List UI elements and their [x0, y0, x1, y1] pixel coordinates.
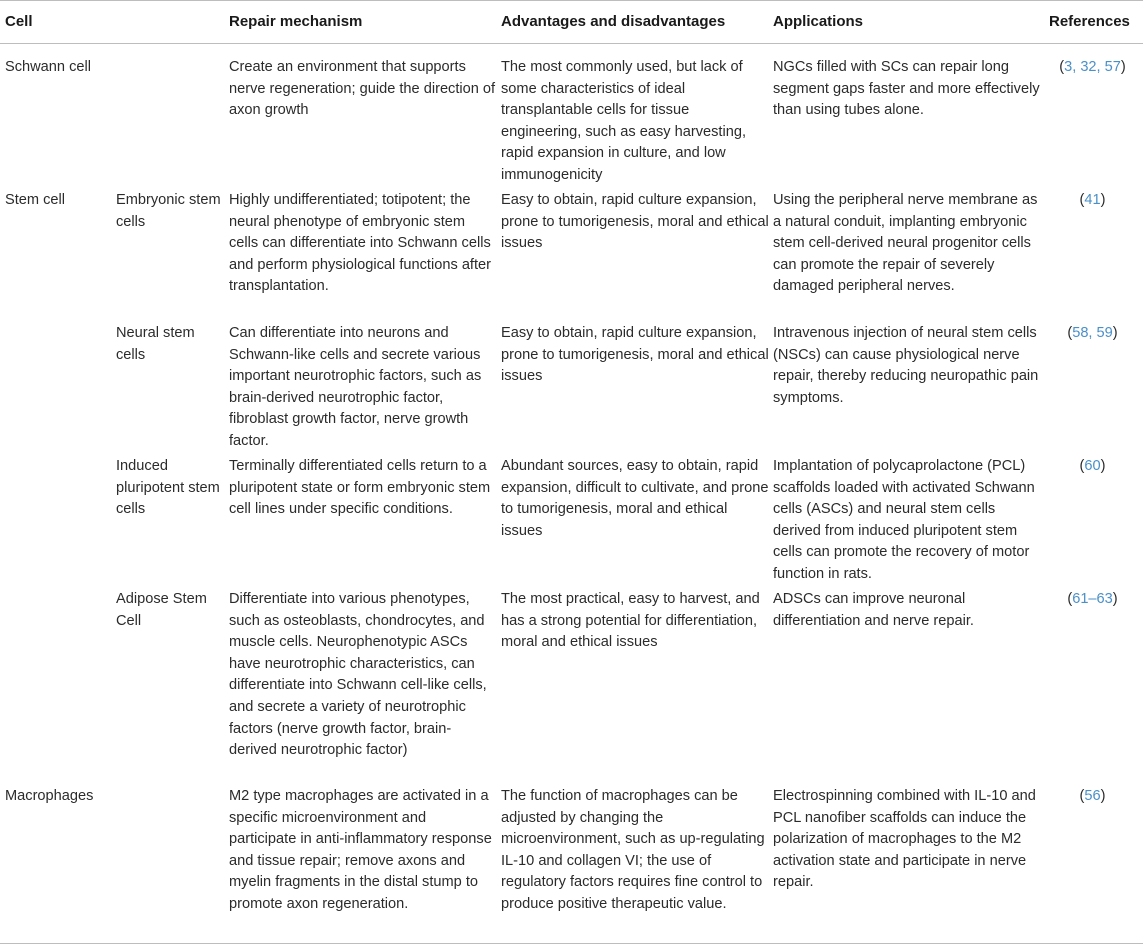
ref-link[interactable]: 41 — [1084, 192, 1101, 208]
ref-close: ) — [1120, 59, 1126, 75]
advantages-disadvantages: The most practical, easy to harvest, and has a strong potential for differentiation, moral and ethical issues — [501, 591, 760, 651]
repair-mechanism: Highly undifferentiated; totipotent; the neural phenotype of embryonic stem cells can differentiate into Schwann cells and perform physiological functions after transplantation. — [229, 192, 492, 295]
cell-subtype: Induced pluripotent stem cells — [116, 458, 220, 518]
ref-close: ) — [1112, 325, 1118, 341]
advantages-disadvantages: Abundant sources, easy to obtain, rapid expansion, difficult to cultivate, and prone to tumorigenesis, moral and ethical issues — [501, 458, 769, 539]
references — [1046, 190, 1139, 212]
ref-link[interactable]: 60 — [1084, 458, 1101, 474]
references — [1046, 786, 1139, 808]
ref-link[interactable]: 58, 59 — [1072, 325, 1113, 341]
repair-mechanism: Terminally differentiated cells return to a pluripotent state or form embryonic stem cell lines under specific conditions. — [229, 458, 491, 518]
repair-mechanism: M2 type macrophages are activated in a specific microenvironment and participate in anti-inflammatory response and tissue repair; remove axons and myelin fragments in the distal stump to promote axon regeneration. — [229, 788, 492, 912]
header-references: References — [1049, 13, 1130, 30]
ref-link[interactable]: 61–63 — [1072, 591, 1113, 607]
ref-open: ( — [1059, 59, 1065, 75]
advantages-disadvantages: The most commonly used, but lack of some characteristics of ideal transplantable cells for tissue engineering, such as easy harvesting, rapid expansion in culture, and low immunogenicity — [501, 59, 747, 183]
ref-close: ) — [1100, 458, 1106, 474]
ref-close: ) — [1112, 591, 1118, 607]
table-header — [0, 0, 1143, 44]
ref-open: ( — [1067, 591, 1073, 607]
references — [1046, 323, 1139, 345]
cell-subtype: Embryonic stem cells — [116, 192, 221, 230]
header-advantages: Advantages and disadvantages — [501, 13, 726, 30]
advantages-disadvantages: Easy to obtain, rapid culture expansion, prone to tumorigenesis, moral and ethical issues — [501, 325, 769, 385]
ref-link[interactable]: 3, 32, 57 — [1064, 59, 1121, 75]
applications: Electrospinning combined with IL-10 and PCL nanofiber scaffolds can induce the polarization of macrophages to the M2 activation state and participate in nerve repair. — [773, 788, 1036, 891]
ref-open: ( — [1067, 325, 1073, 341]
repair-mechanism: Can differentiate into neurons and Schwann-like cells and secrete various important neurotrophic factors, such as brain-derived neurotrophic factor, fibroblast growth factor, nerve growth factor. — [229, 325, 482, 449]
ref-close: ) — [1100, 788, 1106, 804]
table-bottom-rule — [0, 943, 1143, 944]
references — [1046, 456, 1139, 478]
cell-subtype: Neural stem cells — [116, 325, 195, 363]
references — [1046, 589, 1139, 611]
references — [1046, 57, 1139, 79]
header-cell: Cell — [5, 13, 33, 30]
header-applications: Applications — [773, 13, 864, 30]
applications: Intravenous injection of neural stem cells (NSCs) can cause physiological nerve repair, thereby reducing neuropathic pain symptoms. — [773, 325, 1039, 406]
cell-name: Macrophages — [5, 788, 94, 804]
repair-mechanism: Create an environment that supports nerve regeneration; guide the direction of axon growth — [229, 59, 496, 119]
ref-open: ( — [1079, 458, 1085, 474]
repair-mechanism: Differentiate into various phenotypes, such as osteoblasts, chondrocytes, and muscle cells. Neurophenotypic ASCs have neurotrophic characteristics, can differentiate into Schwann cell-like cells, and secrete a variety of neurotrophic factors (nerve growth factor, brain-derived neurotrophic factor) — [229, 591, 487, 759]
ref-link[interactable]: 56 — [1084, 788, 1101, 804]
applications: NGCs filled with SCs can repair long segment gaps faster and more effectively than using tubes alone. — [773, 59, 1040, 119]
cell-name: Schwann cell — [5, 59, 91, 75]
applications: Implantation of polycaprolactone (PCL) scaffolds loaded with activated Schwann cells (ASCs) and neural stem cells derived from induced pluripotent stem cells can promote the recovery of motor function in rats. — [773, 458, 1035, 582]
header-repair-mechanism: Repair mechanism — [229, 13, 363, 30]
cell-name: Stem cell — [5, 192, 66, 208]
ref-open: ( — [1079, 788, 1085, 804]
applications: Using the peripheral nerve membrane as a natural conduit, implanting embryonic stem cell-derived neural progenitor cells can promote the repair of severely damaged peripheral nerves. — [773, 192, 1038, 295]
advantages-disadvantages: Easy to obtain, rapid culture expansion, prone to tumorigenesis, moral and ethical issues — [501, 192, 769, 252]
ref-open: ( — [1079, 192, 1085, 208]
advantages-disadvantages: The function of macrophages can be adjusted by changing the microenvironment, such as up-regulating IL-10 and collagen VI; the use of regulatory factors requires fine control to produce positive therapeutic value. — [501, 788, 765, 912]
applications: ADSCs can improve neuronal differentiation and nerve repair. — [773, 591, 974, 629]
ref-close: ) — [1100, 192, 1106, 208]
cell-subtype: Adipose Stem Cell — [116, 591, 207, 629]
